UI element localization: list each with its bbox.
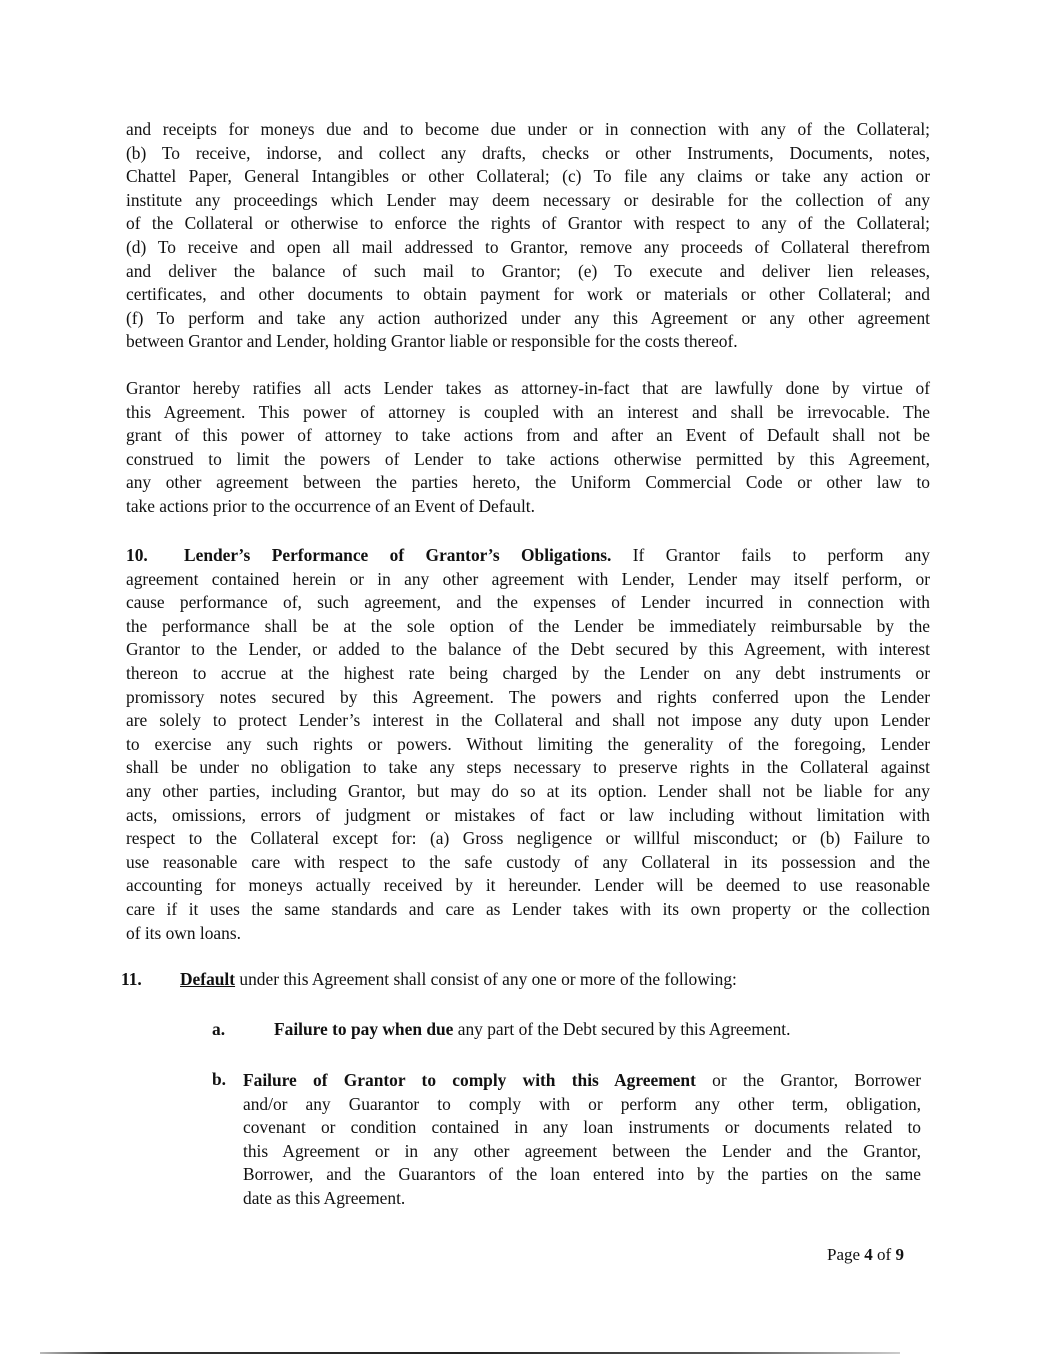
text: Page: [827, 1245, 865, 1264]
text: or the Grantor, Borrower: [695, 1070, 922, 1090]
text-line: acts, omissions, errors of judgment or mistakes of fact or law including without limitation with: [126, 804, 930, 825]
text-line: thereon to accrue at the highest rate being charged by the Lender on any debt instruments or: [126, 662, 930, 683]
text-line: this Agreement. This power of attorney is coupled with an interest and shall be irrevocable. The: [126, 401, 930, 422]
text-line: of the Collateral or otherwise to enforce the rights of Grantor with respect to any of the Collateral;: [126, 213, 930, 234]
text-line: institute any proceedings which Lender may deem necessary or desirable for the collection of any: [126, 189, 930, 210]
text-line: are solely to protect Lender’s interest in the Collateral and shall not impose any duty upon Lender: [126, 710, 930, 731]
text-line: cause performance of, such agreement, and the expenses of Lender incurred in connection with: [126, 592, 930, 613]
section-heading: Lender’s Performance of Grantor’s Obligations.: [184, 545, 612, 565]
text-line: any other agreement between the parties hereto, the Uniform Commercial Code or other law to: [126, 472, 930, 493]
item-b-label: b.: [212, 1069, 227, 1089]
text-line: and deliver the balance of such mail to Grantor; (e) To execute and deliver lien releases,: [126, 260, 930, 281]
section-number: 11.: [121, 969, 142, 989]
text: If Grantor fails to perform any: [611, 545, 930, 565]
text-line: between Grantor and Lender, holding Grantor liable or responsible for the costs thereof.: [126, 331, 738, 352]
text-line: and receipts for moneys due and to become due under or in connection with any of the Collateral;: [126, 119, 930, 139]
item-heading: Failure of Grantor to comply with this Agreement: [243, 1070, 696, 1090]
section-heading: Default: [180, 969, 236, 989]
text-line: take actions prior to the occurrence of an Event of Default.: [126, 495, 535, 516]
text: of: [872, 1245, 896, 1264]
page-number: [827, 1245, 904, 1265]
text-line: care if it uses the same standards and care as Lender takes with its own property or the collection: [126, 898, 930, 919]
text-line: this Agreement or in any other agreement between the Lender and the Grantor,: [243, 1140, 921, 1161]
text-line: shall be under no obligation to take any steps necessary to preserve rights in the Collateral against: [126, 757, 930, 778]
paragraph-ratification: [126, 377, 930, 519]
section-10-first-line: [126, 544, 930, 568]
text-line: any other parties, including Grantor, but may do so at its option. Lender shall not be liable for any: [126, 780, 930, 801]
item-heading: Failure to pay when due: [274, 1019, 454, 1039]
text-line: Chattel Paper, General Intangibles or other Collateral; (c) To file any claims or take any action or: [126, 166, 930, 187]
text-line: accounting for moneys actually received by it hereunder. Lender will be deemed to use reasonable: [126, 875, 930, 896]
item-label: a.: [212, 1019, 226, 1039]
scan-edge-line: [40, 1352, 900, 1354]
text-line: (f) To perform and take any action authorized under any this Agreement or any other agreement: [126, 307, 930, 328]
text-line: construed to limit the powers of Lender to take actions otherwise permitted by this Agreement,: [126, 448, 930, 469]
text-line: promissory notes secured by this Agreement. The powers and rights conferred upon the Lender: [126, 686, 930, 707]
text-line: agreement contained herein or in any other agreement with Lender, Lender may itself perform, or: [126, 568, 930, 589]
item-b-first-line: [243, 1069, 921, 1093]
section-10: [126, 544, 930, 945]
text-line: (d) To receive and open all mail addressed to Grantor, remove any proceeds of Collateral therefrom: [126, 236, 930, 257]
item-a: [212, 1019, 791, 1040]
section-number: 10.: [126, 545, 148, 565]
text-line: and/or any Guarantor to comply with or perform any other term, obligation,: [243, 1093, 921, 1114]
text-line: Grantor hereby ratifies all acts Lender takes as attorney-in-fact that are lawfully done by virtue of: [126, 378, 930, 398]
text-line: of its own loans.: [126, 922, 241, 943]
current-page: 4: [864, 1245, 873, 1264]
text-line: grant of this power of attorney to take actions from and after an Event of Default shall not be: [126, 425, 930, 446]
section-11: [121, 969, 737, 990]
text-line: date as this Agreement.: [243, 1187, 406, 1208]
total-pages: 9: [895, 1245, 904, 1264]
paragraph-powers: [126, 118, 930, 354]
text-line: to exercise any such rights or powers. Without limiting the generality of the foregoing, Lender: [126, 733, 930, 754]
text: any part of the Debt secured by this Agreement.: [453, 1019, 791, 1039]
text-line: certificates, and other documents to obtain payment for work or materials or other Collateral; and: [126, 284, 930, 305]
text-line: (b) To receive, indorse, and collect any drafts, checks or other Instruments, Documents, notes,: [126, 142, 930, 163]
text-line: the performance shall be at the sole option of the Lender be immediately reimbursable by the: [126, 615, 930, 636]
text-line: use reasonable care with respect to the safe custody of any Collateral in its possession and the: [126, 851, 930, 872]
text: under this Agreement shall consist of any one or more of the following:: [235, 969, 737, 989]
item-b: [243, 1069, 921, 1211]
text-line: covenant or condition contained in any loan instruments or documents related to: [243, 1117, 921, 1138]
text-line: respect to the Collateral except for: (a) Gross negligence or willful misconduct; or (b) Failure to: [126, 828, 930, 849]
text-line: Borrower, and the Guarantors of the loan entered into by the parties on the same: [243, 1164, 921, 1185]
text-line: Grantor to the Lender, or added to the balance of the Debt secured by this Agreement, with interest: [126, 639, 930, 660]
